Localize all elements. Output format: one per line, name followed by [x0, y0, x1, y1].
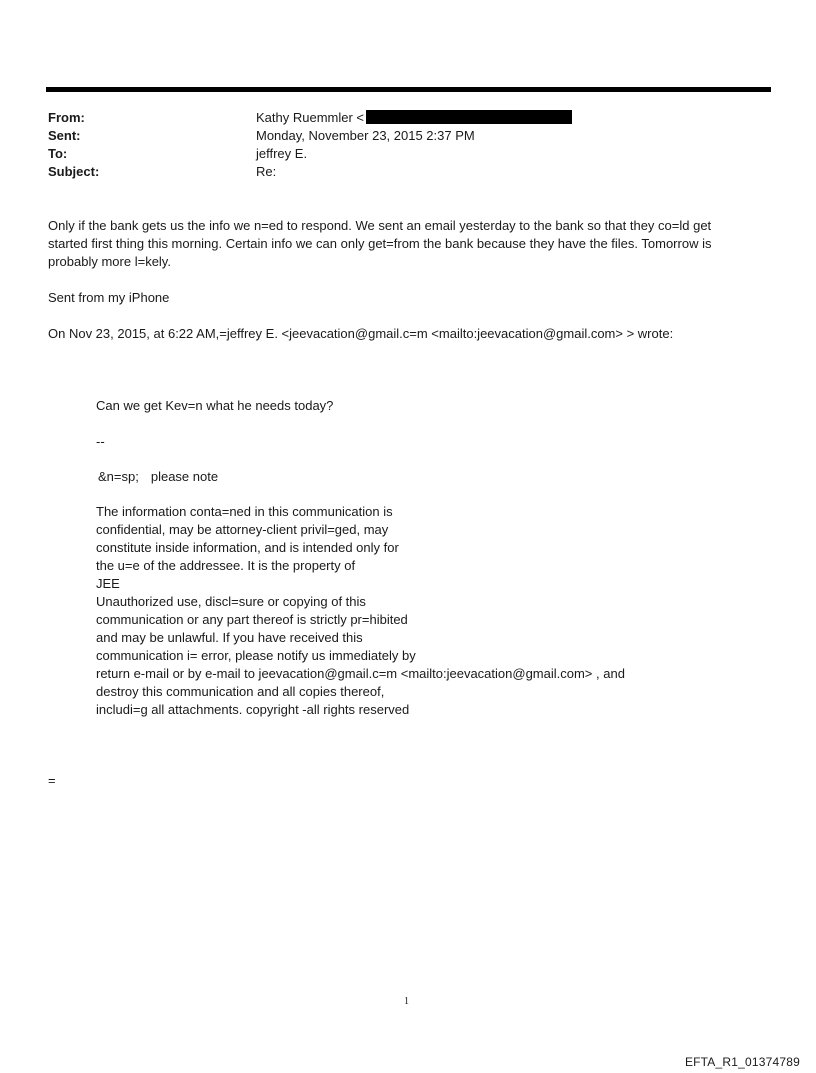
disclaimer-line: communication i= error, please notify us immediately by [96, 648, 416, 663]
to-label: To: [48, 146, 68, 161]
redaction-block [366, 110, 572, 124]
to-value: jeffrey E. [256, 146, 308, 161]
disclaimer-line: Unauthorized use, discl=sure or copying of this [96, 594, 366, 609]
from-sender-name: Kathy Ruemmler < [256, 110, 365, 125]
signature: Sent from my iPhone [48, 290, 170, 305]
sent-label: Sent: [48, 128, 81, 143]
page-number: 1 [404, 996, 409, 1007]
subject-value: Re: [256, 164, 277, 179]
reply-body [48, 217, 711, 271]
reply-line: started first thing this morning. Certain info we can only get=from the bank because they have the files. Tomorrow is [48, 236, 712, 251]
disclaimer-line: includi=g all attachments. copyright -all rights reserved [96, 702, 410, 717]
reply-line: probably more l=kely. [48, 254, 171, 269]
note-prefix: &n=sp; [98, 469, 139, 484]
disclaimer-line: confidential, may be attorney-client privil=ged, may [96, 522, 389, 537]
disclaimer-line: return e-mail or by e-mail to jeevacation@gmail.c=m <mailto:jeevacation@gmail.com> , and [96, 666, 625, 681]
disclaimer-block [96, 503, 625, 719]
disclaimer-line: The information conta=ned in this communication is [96, 504, 393, 519]
trailing-marker: = [48, 773, 56, 788]
disclaimer-line: the u=e of the addressee. It is the property of [96, 558, 356, 573]
quoted-separator: -- [96, 434, 105, 449]
disclaimer-line: JEE [96, 576, 120, 591]
document-id: EFTA_R1_01374789 [684, 1055, 800, 1069]
quoted-question: Can we get Kev=n what he needs today? [96, 398, 334, 413]
disclaimer-line: constitute inside information, and is intended only for [96, 540, 399, 555]
disclaimer-line: communication or any part thereof is strictly pr=hibited [96, 612, 408, 627]
note-text: please note [150, 469, 219, 484]
disclaimer-line: destroy this communication and all copies thereof, [96, 684, 385, 699]
subject-label: Subject: [48, 164, 100, 179]
note-line [98, 468, 218, 486]
sent-value: Monday, November 23, 2015 2:37 PM [256, 128, 475, 143]
reply-line: Only if the bank gets us the info we n=ed to respond. We sent an email yesterday to the bank so that they co=ld get [48, 218, 712, 233]
from-value [256, 109, 572, 127]
from-label: From: [48, 110, 85, 125]
disclaimer-line: and may be unlawful. If you have received this [96, 630, 363, 645]
quote-header: On Nov 23, 2015, at 6:22 AM,=jeffrey E. <jeevacation@gmail.c=m <mailto:jeevacation@gmail.com> > wrote: [48, 326, 674, 341]
header-divider-rule [46, 87, 771, 92]
